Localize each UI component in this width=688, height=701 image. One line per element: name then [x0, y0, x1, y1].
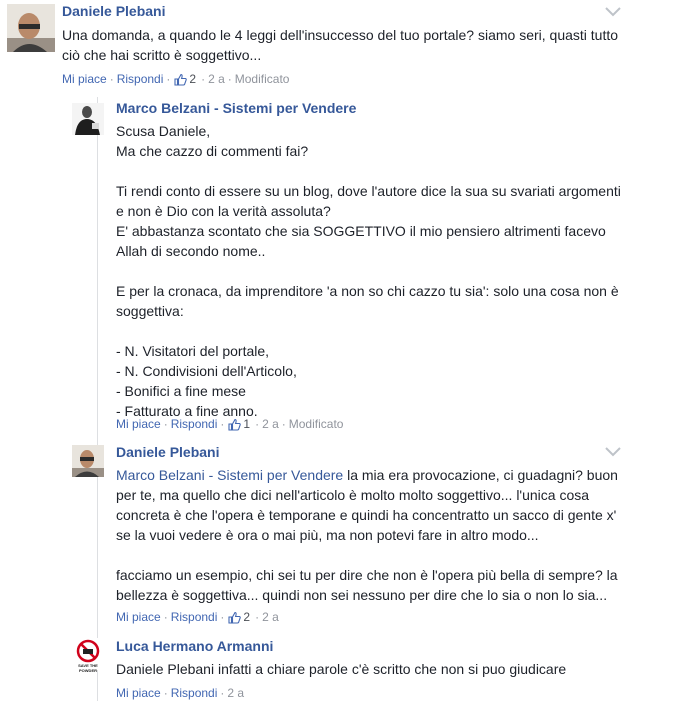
separator: · [163, 610, 168, 624]
comment-line-rest: la mia era provocazione, ci guadagni? buon [343, 467, 618, 483]
separator: · [220, 610, 225, 624]
comment-actions [116, 610, 279, 624]
like-count[interactable]: 2 [189, 72, 197, 86]
comment-author[interactable]: Daniele Plebani [116, 444, 220, 460]
timestamp[interactable]: 2 a [262, 417, 279, 431]
like-count[interactable]: 1 [243, 417, 251, 431]
chevron-down-icon[interactable] [604, 6, 622, 18]
separator: · [255, 610, 260, 624]
comment-line: E per la cronaca, da imprenditore 'a non so chi cazzo tu sia': solo una cosa non è [116, 283, 619, 299]
comment-text [62, 25, 662, 65]
separator: · [163, 417, 168, 431]
comment-actions [62, 72, 289, 86]
like-button[interactable]: Mi piace [116, 610, 161, 624]
separator: · [166, 72, 171, 86]
like-button[interactable]: Mi piace [62, 72, 107, 86]
comment-line: soggettiva: [116, 303, 184, 319]
separator: · [281, 417, 286, 431]
edited-label: Modificato [234, 72, 290, 86]
timestamp[interactable]: 2 a [227, 686, 245, 700]
comment-line: Allah di secondo nome.. [116, 243, 266, 259]
like-count[interactable]: 2 [243, 610, 251, 624]
comment-actions [116, 686, 244, 700]
comment-author[interactable]: Daniele Plebani [62, 3, 166, 19]
comment-line: concreta è che l'opera è temporane e quindi ha concentratto un sacco di gente x' [116, 507, 617, 523]
avatar-caption: SAVE THE POWDER [78, 663, 98, 673]
comment-author[interactable]: Luca Hermano Armanni [116, 638, 274, 654]
mention-link[interactable]: Marco Belzani - Sistemi per Vendere [116, 467, 344, 483]
like-button[interactable]: Mi piace [116, 686, 161, 700]
timestamp[interactable]: 2 a [208, 72, 225, 86]
edited-label: Modificato [288, 417, 344, 431]
comment-actions [116, 417, 343, 431]
comment-line: - N. Visitatori del portale, [116, 343, 270, 359]
blank-line [116, 261, 656, 281]
comment-line [116, 465, 656, 485]
comment-line: se la vuoi vedere è ora o mai più, ma non potevi fare in altro modo... [116, 527, 539, 543]
reply-button[interactable]: Rispondi [170, 686, 218, 700]
thumbs-up-icon[interactable] [174, 73, 187, 86]
comment-line: - N. Condivisioni dell'Articolo, [116, 363, 297, 379]
avatar[interactable] [72, 445, 104, 477]
thumbs-up-icon[interactable] [228, 611, 241, 624]
comment-line: - Fatturato a fine anno. [116, 403, 258, 419]
thumbs-up-icon[interactable] [228, 418, 241, 431]
separator: · [201, 72, 206, 86]
blank-line [116, 545, 656, 565]
comment-text [116, 659, 656, 679]
comment-line: - Bonifici a fine mese [116, 383, 246, 399]
blank-line [116, 161, 656, 181]
reply-button[interactable]: Rispondi [116, 72, 164, 86]
comment-line: per te, ma quello che dici nell'articolo è molto molto soggettivo... l'unica cosa [116, 487, 590, 503]
comment-line: Daniele Plebani infatti a chiare parole c'è scritto che non si puo giudicare [116, 661, 567, 677]
separator: · [109, 72, 114, 86]
timestamp[interactable]: 2 a [262, 610, 279, 624]
reply-thread-line [97, 97, 98, 701]
comment-line: e non è Dio con la verità assoluta? [116, 203, 331, 219]
separator: · [220, 686, 225, 700]
comment-text [116, 465, 656, 605]
comment-line: ciò che hai scritto è soggettivo... [62, 47, 262, 63]
separator: · [220, 417, 225, 431]
reply-button[interactable]: Rispondi [170, 417, 218, 431]
avatar[interactable] [7, 4, 55, 52]
avatar[interactable] [72, 103, 104, 135]
like-button[interactable]: Mi piace [116, 417, 161, 431]
comment-text [116, 121, 656, 421]
comment-line: facciamo un esempio, chi sei tu per dire che non è l'opera più bella di sempre? la [116, 567, 618, 583]
comment-line: Scusa Daniele, [116, 123, 211, 139]
separator: · [227, 72, 232, 86]
separator: · [255, 417, 260, 431]
comment-line: Ma che cazzo di commenti fai? [116, 143, 309, 159]
blank-line [116, 321, 656, 341]
reply-button[interactable]: Rispondi [170, 610, 218, 624]
comment-line: Ti rendi conto di essere su un blog, dove l'autore dice la sua su svariati argomenti [116, 183, 621, 199]
chevron-down-icon[interactable] [604, 446, 622, 458]
comment-line: E' abbastanza scontato che sia SOGGETTIVO il mio pensiero altrimenti facevo [116, 223, 606, 239]
comment-line: bellezza è soggettiva... quindi non sei nessuno per dire che lo sia o non lo sia... [116, 587, 608, 603]
avatar[interactable] [72, 638, 104, 673]
separator: · [163, 686, 168, 700]
comment-line: Una domanda, a quando le 4 leggi dell'insuccesso del tuo portale? siamo seri, quasti tutto [62, 27, 619, 43]
comment-author[interactable]: Marco Belzani - Sistemi per Vendere [116, 100, 357, 116]
